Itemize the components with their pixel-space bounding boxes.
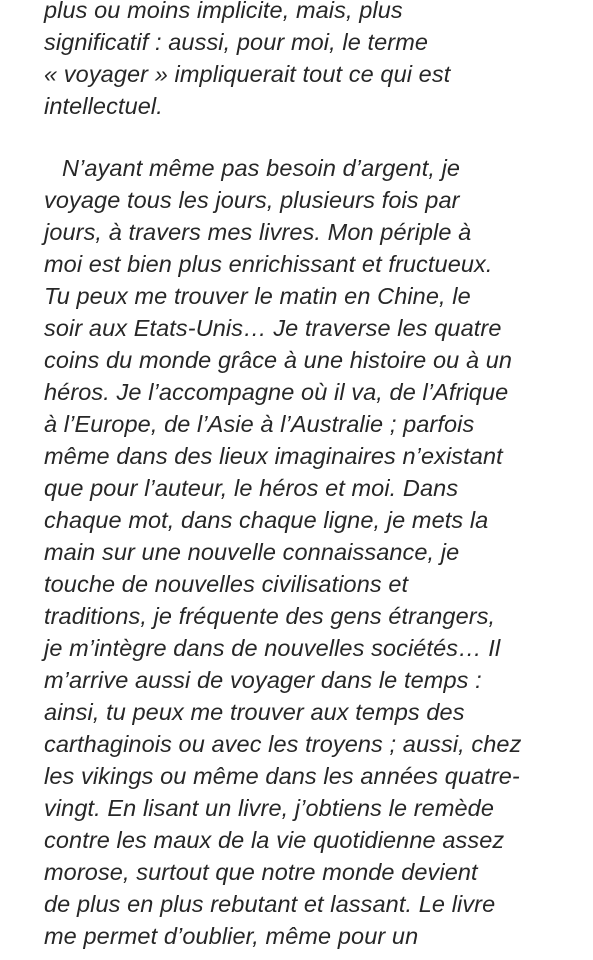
text-line: soir aux Etats-Unis… Je traverse les quatre (44, 315, 502, 341)
text-line: héros. Je l’accompagne où il va, de l’Afrique (44, 379, 509, 405)
text-line: Tu peux me trouver le matin en Chine, le (44, 283, 471, 309)
text-line: morose, surtout que notre monde devient (44, 859, 478, 885)
text-line: à l’Europe, de l’Asie à l’Australie ; parfois (44, 411, 475, 437)
text-line: vingt. En lisant un livre, j’obtiens le remède (44, 795, 495, 821)
text-line: chaque mot, dans chaque ligne, je mets la (44, 507, 489, 533)
text-line: de plus en plus rebutant et lassant. Le livre (44, 891, 496, 917)
text-line: m’arrive aussi de voyager dans le temps : (44, 667, 482, 693)
paragraph-1 (0, 0, 593, 122)
text-line: intellectuel. (44, 93, 163, 119)
text-line: plus ou moins implicite, mais, plus (44, 0, 403, 23)
text-line: touche de nouvelles civilisations et (44, 571, 409, 597)
text-line: coins du monde grâce à une histoire ou à un (44, 347, 513, 373)
text-line: significatif : aussi, pour moi, le terme (44, 29, 429, 55)
text-line: main sur une nouvelle connaissance, je (44, 539, 460, 565)
text-line: que pour l’auteur, le héros et moi. Dans (44, 475, 459, 501)
text-line: je m’intègre dans de nouvelles sociétés… Il (44, 635, 501, 661)
text-line: N’ayant même pas besoin d’argent, je (62, 155, 461, 181)
text-line: voyage tous les jours, plusieurs fois par (44, 187, 460, 213)
text-line: ainsi, tu peux me trouver aux temps des (44, 699, 465, 725)
text-line: même dans des lieux imaginaires n’existant (44, 443, 503, 469)
paragraph-2 (0, 152, 593, 952)
text-line: « voyager » impliquerait tout ce qui est (44, 61, 451, 87)
text-line: traditions, je fréquente des gens étrangers, (44, 603, 496, 629)
text-line: jours, à travers mes livres. Mon périple à (44, 219, 472, 245)
text-line: carthaginois ou avec les troyens ; aussi, chez (44, 731, 522, 757)
text-line: me permet d’oublier, même pour un (44, 923, 419, 949)
text-line: les vikings ou même dans les années quatre- (44, 763, 520, 789)
text-line: contre les maux de la vie quotidienne assez (44, 827, 505, 853)
text-line: moi est bien plus enrichissant et fructueux. (44, 251, 493, 277)
